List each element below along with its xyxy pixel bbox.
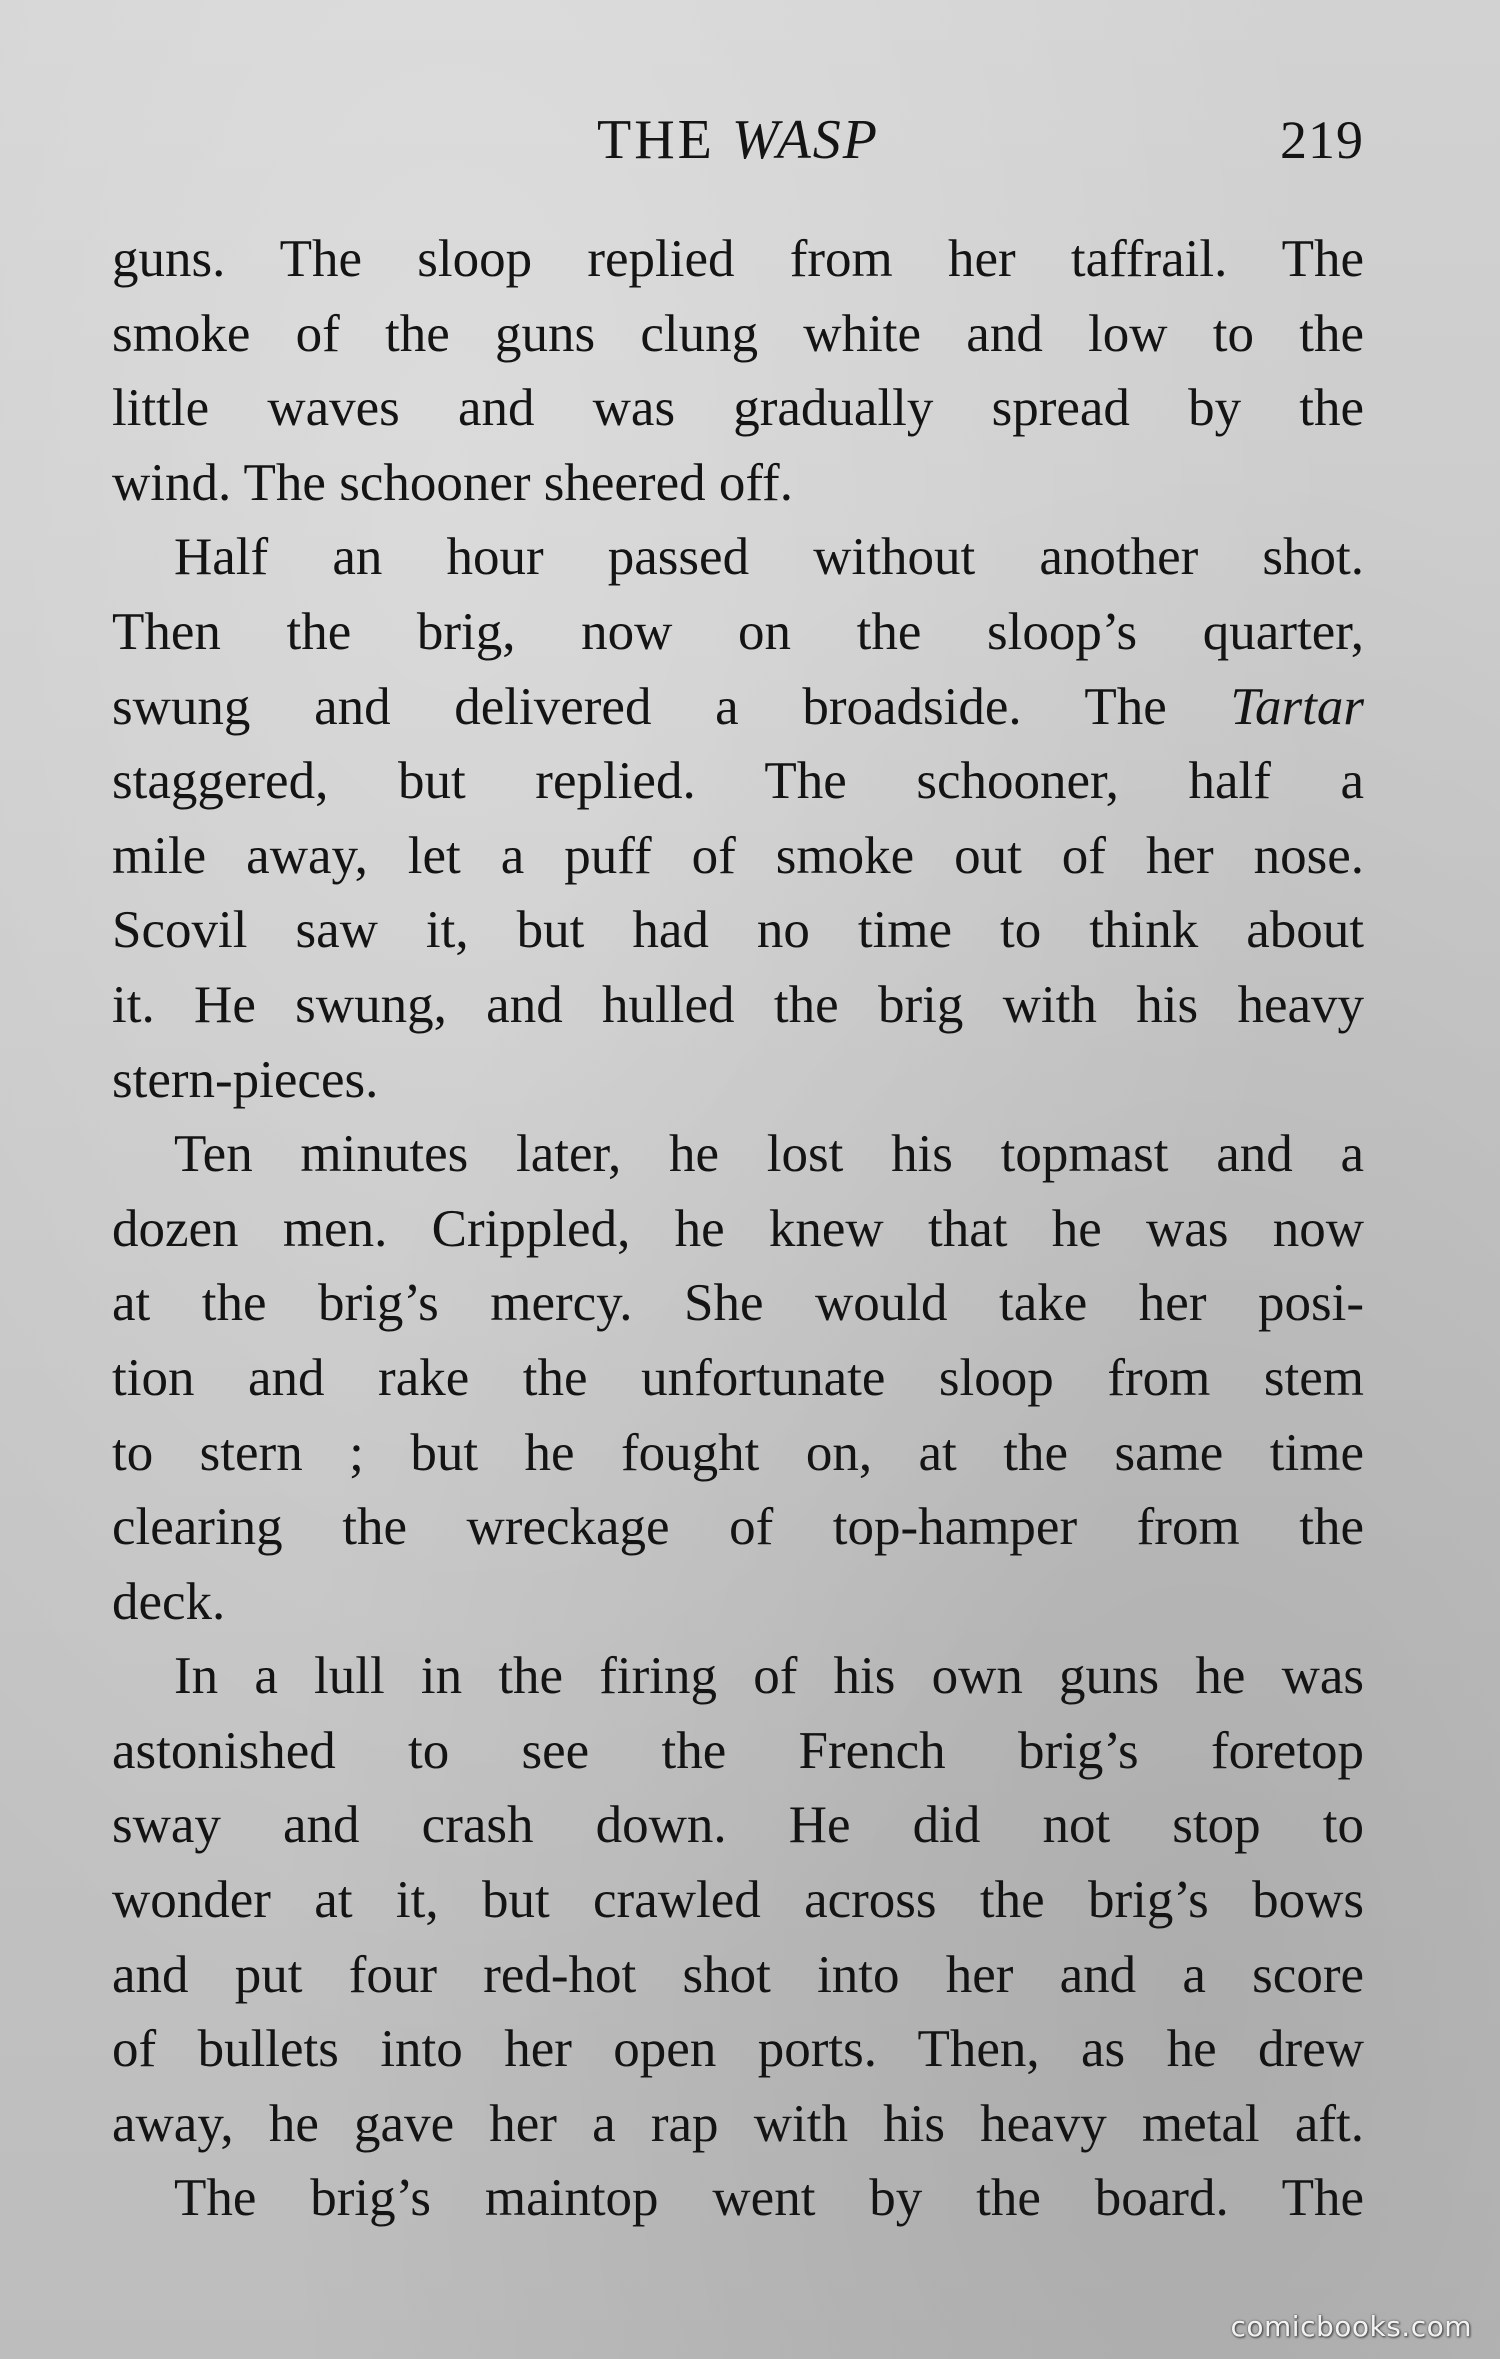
text-line: tion and rake the unfortunate sloop from stem xyxy=(112,1348,1364,1407)
running-title-prefix: THE xyxy=(596,109,715,171)
text-line: wind. The schooner sheered off. xyxy=(112,453,793,512)
text-line: to stern ; but he fought on, at the same time xyxy=(112,1423,1364,1482)
text-line: smoke of the guns clung white and low to the xyxy=(112,304,1364,363)
text-fragment: swung and delivered a broadside. The xyxy=(112,677,1167,736)
running-title-italic: WASP xyxy=(731,109,879,171)
text-line xyxy=(112,670,1364,745)
text-line: guns. The sloop replied from her taffrail. The xyxy=(112,230,1364,288)
text-line: stern-pieces. xyxy=(112,1050,379,1109)
text-line: astonished to see the French brig’s foretop xyxy=(112,1721,1364,1780)
text-line: it. He swung, and hulled the brig with his heavy xyxy=(112,975,1364,1034)
text-line: Then the brig, now on the sloop’s quarter, xyxy=(112,602,1364,661)
running-head xyxy=(112,100,1364,180)
text-line: little waves and was gradually spread by the xyxy=(112,379,1364,438)
paragraph-start-line: In a lull in the firing of his own guns he was xyxy=(174,1647,1364,1706)
watermark: comicbooks.com xyxy=(1230,2310,1472,2343)
text-line: at the brig’s mercy. She would take her posi- xyxy=(112,1274,1364,1333)
running-title xyxy=(112,100,1364,180)
paragraph-start-line: Ten minutes later, he lost his topmast and a xyxy=(174,1125,1364,1184)
text-line: clearing the wreckage of top-hamper from the xyxy=(112,1498,1364,1557)
text-line: staggered, but replied. The schooner, half a xyxy=(112,752,1364,811)
text-line: dozen men. Crippled, he knew that he was now xyxy=(112,1199,1364,1258)
body-text xyxy=(112,222,1364,2236)
text-line: away, he gave her a rap with his heavy metal aft. xyxy=(112,2094,1364,2153)
text-line: wonder at it, but crawled across the brig’s bows xyxy=(112,1871,1364,1930)
page-number: 219 xyxy=(1280,110,1364,170)
text-line: deck. xyxy=(112,1572,226,1631)
paragraph-start-line: Half an hour passed without another shot. xyxy=(174,528,1364,587)
text-line: and put four red-hot shot into her and a score xyxy=(112,1945,1364,2004)
text-line: of bullets into her open ports. Then, as he drew xyxy=(112,2020,1364,2079)
text-line: sway and crash down. He did not stop to xyxy=(112,1796,1364,1855)
text-line: Scovil saw it, but had no time to think about xyxy=(112,901,1364,960)
ship-name-italic: Tartar xyxy=(1230,677,1365,736)
paragraph-start-line: The brig’s maintop went by the board. The xyxy=(174,2169,1364,2228)
text-line: mile away, let a puff of smoke out of her nose. xyxy=(112,826,1364,885)
